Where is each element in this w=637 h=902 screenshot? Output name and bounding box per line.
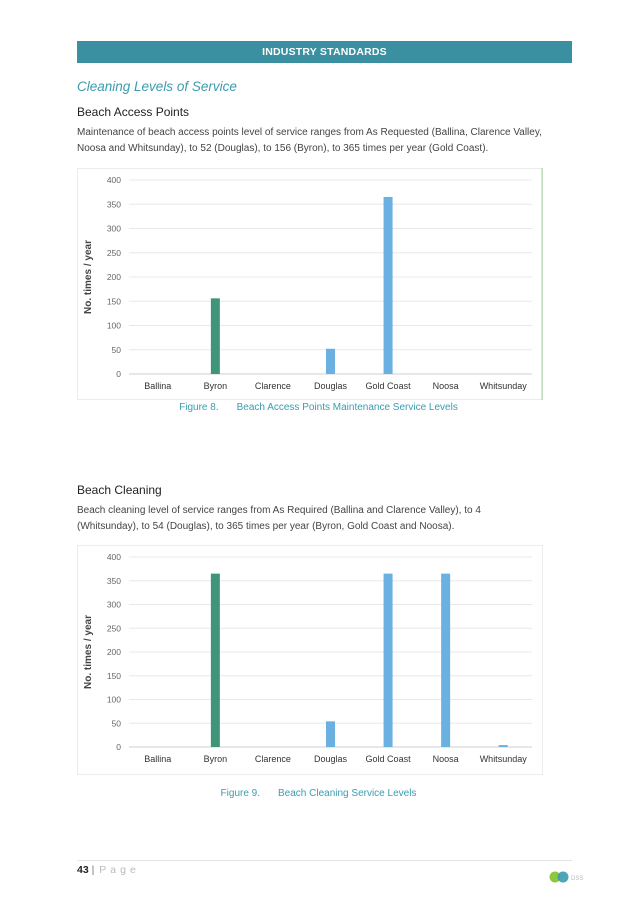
y-tick-label: 0 — [116, 369, 121, 379]
y-tick-label: 200 — [106, 272, 121, 282]
logo-icon — [549, 870, 589, 884]
bar-byron — [211, 574, 220, 747]
caption-text: Beach Access Points Maintenance Service Levels — [236, 402, 458, 413]
page-number-value: 43 — [77, 864, 89, 876]
x-tick-label: Byron — [203, 381, 228, 391]
x-tick-label: Clarence — [254, 754, 291, 764]
bar-whitsunday — [499, 745, 508, 747]
caption-text: Beach Cleaning Service Levels — [278, 788, 417, 799]
chart-frame — [78, 169, 543, 400]
x-tick-label: Douglas — [313, 754, 348, 764]
beach-access-paragraph — [77, 125, 577, 157]
section-title: Cleaning Levels of Service — [77, 79, 237, 94]
page-number — [77, 864, 140, 876]
beach-cleaning-heading: Beach Cleaning — [77, 483, 162, 497]
x-tick-label: Gold Coast — [365, 754, 411, 764]
y-tick-label: 100 — [106, 320, 121, 331]
beach-access-chart — [77, 168, 543, 400]
x-tick-label: Whitsunday — [479, 381, 527, 391]
x-tick-label: Ballina — [144, 754, 172, 764]
y-tick-label: 350 — [106, 575, 121, 586]
x-tick-label: Byron — [203, 754, 228, 764]
beach-cleaning-paragraph — [77, 503, 577, 535]
x-tick-label: Ballina — [144, 381, 172, 391]
bar-noosa — [441, 574, 450, 747]
x-tick-label: Clarence — [254, 381, 291, 391]
y-tick-label: 300 — [106, 223, 121, 234]
x-tick-label: Noosa — [432, 381, 459, 391]
page-word: Page — [99, 864, 140, 876]
bar-gold-coast — [384, 197, 393, 374]
paragraph-line: Maintenance of beach access points level of service ranges from As Requested (Ballina, Clarence Valley, — [77, 127, 542, 138]
x-tick-label: Gold Coast — [365, 381, 411, 391]
logo-text: DSS — [571, 876, 584, 882]
y-tick-label: 50 — [111, 344, 121, 355]
beach-cleaning-chart-svg — [77, 545, 543, 775]
y-tick-label: 50 — [111, 718, 121, 729]
y-tick-label: 150 — [106, 670, 121, 681]
y-tick-label: 250 — [106, 247, 121, 258]
figure-8-caption — [0, 402, 637, 413]
caption-number: Figure 9. — [220, 788, 261, 799]
y-tick-label: 250 — [106, 623, 121, 634]
y-axis-label: No. times / year — [83, 240, 94, 314]
chart-frame — [78, 546, 543, 775]
y-axis-label: No. times / year — [83, 615, 94, 689]
bar-byron — [211, 298, 220, 374]
y-tick-label: 100 — [106, 694, 121, 705]
bar-gold-coast — [384, 574, 393, 747]
beach-access-heading: Beach Access Points — [77, 105, 190, 119]
bar-douglas — [326, 721, 335, 747]
figure-9-caption — [0, 788, 637, 799]
x-tick-label: Douglas — [313, 381, 348, 391]
beach-cleaning-chart — [77, 545, 543, 775]
paragraph-line: Noosa and Whitsunday), to 52 (Douglas), to 156 (Byron), to 365 times per year (Gold Coast). — [77, 143, 489, 154]
x-tick-label: Whitsunday — [479, 754, 527, 764]
y-tick-label: 300 — [106, 599, 121, 610]
company-logo — [549, 870, 589, 884]
y-tick-label: 350 — [106, 199, 121, 210]
bar-douglas — [326, 349, 335, 374]
y-tick-label: 200 — [106, 647, 121, 657]
y-tick-label: 400 — [106, 175, 121, 185]
beach-access-chart-svg — [77, 168, 543, 400]
caption-number: Figure 8. — [179, 402, 219, 413]
section-banner: INDUSTRY STANDARDS — [77, 41, 572, 63]
x-tick-label: Noosa — [432, 754, 459, 764]
y-tick-label: 150 — [106, 296, 121, 307]
y-tick-label: 0 — [116, 742, 121, 752]
y-tick-label: 400 — [106, 552, 121, 562]
page-separator: | — [91, 864, 95, 876]
paragraph-line: (Whitsunday), to 54 (Douglas), to 365 times per year (Byron, Gold Coast and Noosa). — [77, 521, 455, 532]
paragraph-line: Beach cleaning level of service ranges from As Required (Ballina and Clarence Valley), to 4 — [77, 505, 481, 516]
footer-divider — [77, 860, 572, 861]
